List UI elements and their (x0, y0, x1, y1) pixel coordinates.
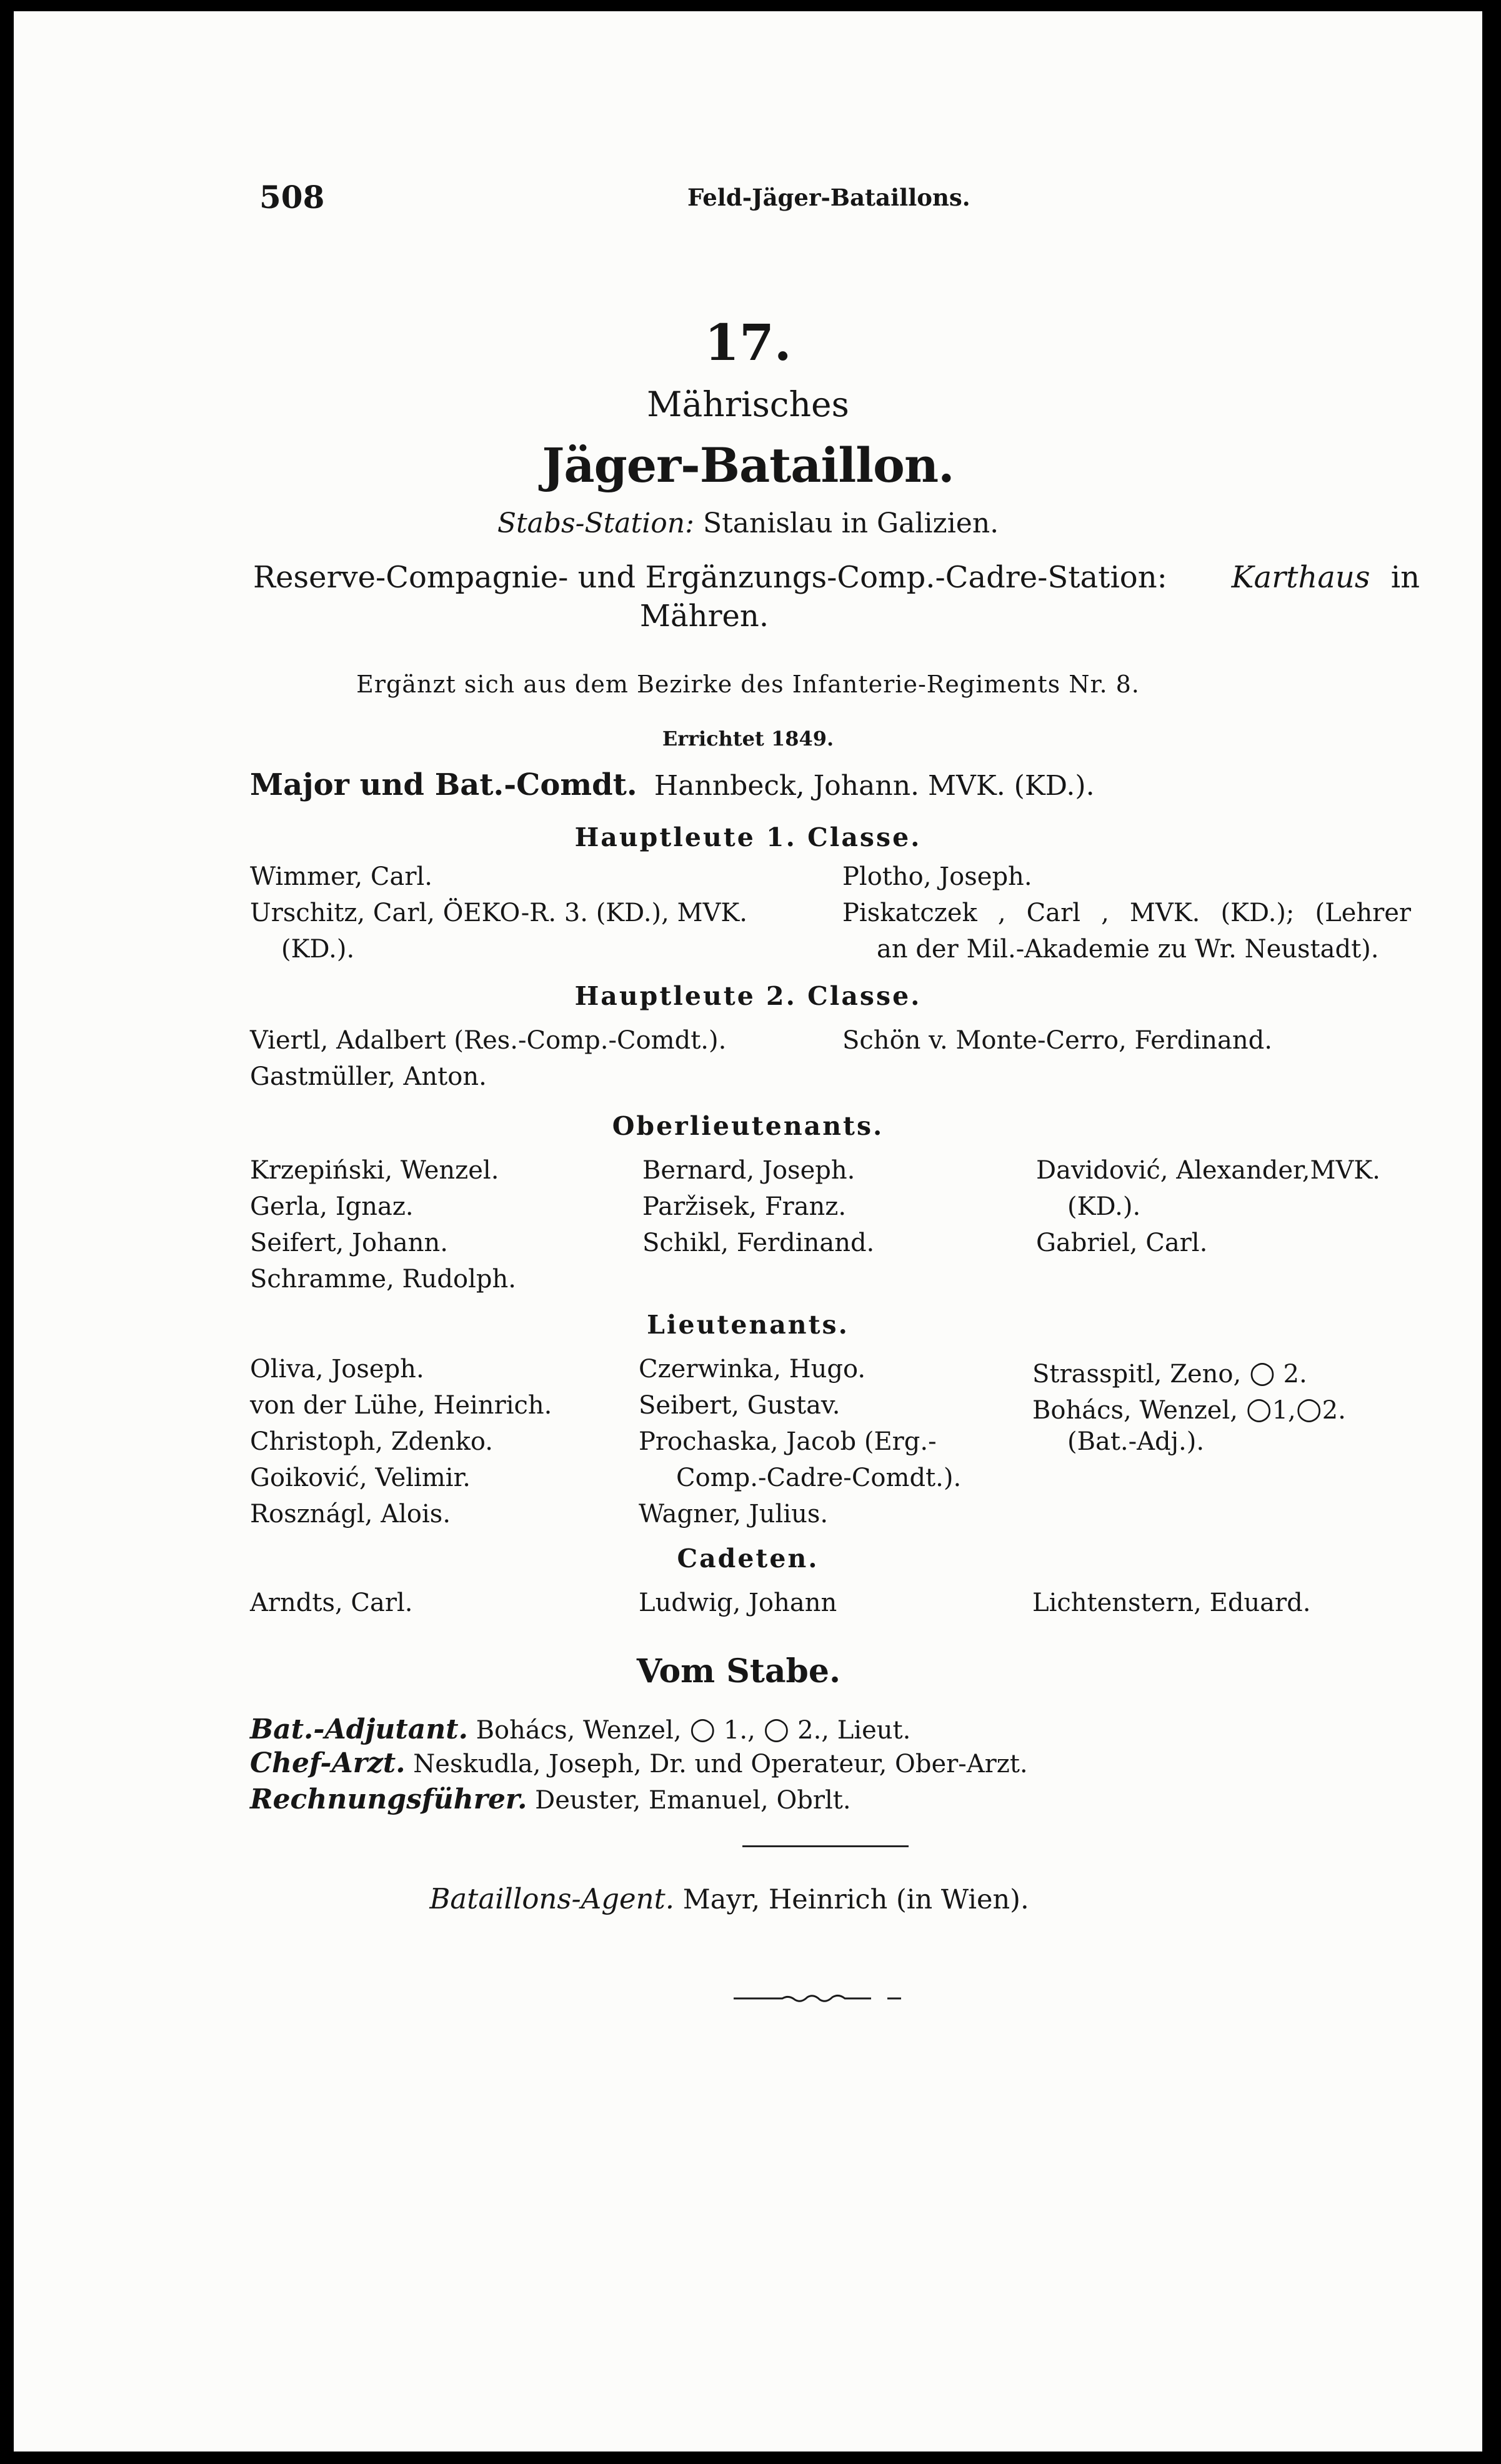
lieutenant-col2-2: Seibert, Gustav. (639, 1391, 840, 1420)
stabs-station-value: Stanislau in Galizien. (702, 507, 999, 539)
stab-rechnung-text: Deuster, Emanuel, Obrlt. (535, 1786, 851, 1815)
lieutenant-col2-3: Prochaska, Jacob (Erg.- (639, 1427, 937, 1456)
agent-text: Mayr, Heinrich (in Wien). (682, 1884, 1029, 1915)
cadeten-heading: Cadeten. (677, 1544, 819, 1574)
errichtet-line: Errichtet 1849. (662, 727, 834, 751)
oberlieutenant-col3-3: Gabriel, Carl. (1036, 1229, 1208, 1257)
oberlieutenant-col1-4: Schramme, Rudolph. (250, 1265, 516, 1294)
lieutenant-col1-4: Goiković, Velimir. (250, 1464, 471, 1492)
reserve-station-text: Reserve-Compagnie- und Ergänzungs-Comp.-Cadre-Station: (253, 560, 1167, 595)
reserve-station-line (253, 560, 1420, 595)
stabs-station-line (14, 507, 1482, 539)
major-line (250, 767, 1095, 802)
hauptleute1-left-2: Urschitz, Carl, ÖEKO-R. 3. (KD.), MVK. (250, 899, 748, 927)
lieutenants-heading: Lieutenants. (647, 1310, 849, 1340)
stab-arzt-text: Neskudla, Joseph, Dr. und Operateur, Ober-Arzt. (413, 1750, 1028, 1778)
section-rule (742, 1845, 909, 1847)
battalion-subtitle: Mährisches (647, 384, 849, 424)
oberlieutenant-col3-1: Davidović, Alexander,MVK. (1036, 1156, 1380, 1185)
hauptleute1-right-1: Plotho, Joseph. (842, 862, 1032, 891)
major-name: Hannbeck, Johann. MVK. (KD.). (654, 770, 1095, 802)
lieutenant-col1-5: Rosznágl, Alois. (250, 1500, 451, 1529)
running-title: Feld-Jäger-Bataillons. (687, 184, 970, 211)
closing-flourish (732, 1991, 907, 2006)
cadet-col1: Arndts, Carl. (250, 1589, 413, 1617)
stab-adjutant-name: Bohács, Wenzel, (476, 1716, 682, 1745)
lieutenant-col1-1: Oliva, Joseph. (250, 1355, 424, 1384)
agent-label: Bataillons-Agent. (429, 1882, 675, 1915)
stab-arzt-label: Chef-Arzt. (250, 1747, 406, 1779)
stab-adjutant-line (250, 1711, 910, 1746)
stab-adjutant-tail: 2., Lieut. (789, 1716, 911, 1745)
hauptleute1-left-1: Wimmer, Carl. (250, 862, 432, 891)
lieutenant-col3-2-name: Bohács, Wenzel, (1032, 1396, 1246, 1425)
stab-rechnung-label: Rechnungsführer. (250, 1783, 527, 1815)
order-circle-icon: ○ (1249, 1355, 1275, 1390)
hauptleute2-left-2: Gastmüller, Anton. (250, 1062, 487, 1091)
cadet-col3: Lichtenstern, Eduard. (1032, 1589, 1311, 1617)
oberlieutenant-col2-1: Bernard, Joseph. (642, 1156, 855, 1185)
order-circle-icon: ○ (689, 1711, 716, 1746)
order-circle-icon: ○ (1245, 1391, 1272, 1426)
reserve-station-in: in (1390, 560, 1420, 595)
stab-rechnung-line (250, 1783, 851, 1815)
lieutenant-col2-5: Wagner, Julius. (639, 1500, 829, 1529)
lieutenant-col3-1-tail: 2. (1275, 1360, 1307, 1389)
hauptleute2-left-1: Viertl, Adalbert (Res.-Comp.-Comdt.). (250, 1026, 727, 1055)
battalion-number: 17. (704, 313, 792, 372)
hauptleute1-right-2: Piskatczek , Carl , MVK. (KD.); (Lehrer (842, 899, 1411, 927)
oberlieutenant-col2-3: Schikl, Ferdinand. (642, 1229, 875, 1257)
battalion-title: Jäger-Bataillon. (542, 437, 954, 493)
lieutenant-col2-1: Czerwinka, Hugo. (639, 1355, 866, 1384)
lieutenant-col1-2: von der Lühe, Heinrich. (250, 1391, 552, 1420)
stab-adjutant-mid: 1., (716, 1716, 755, 1745)
lieutenant-col3-3: (Bat.-Adj.). (1067, 1427, 1205, 1456)
hauptleute1-right-3: an der Mil.-Akademie zu Wr. Neustadt). (877, 935, 1379, 964)
hauptleute1-left-3: (KD.). (281, 935, 355, 964)
stab-adjutant-label: Bat.-Adjutant. (250, 1713, 468, 1745)
oberlieutenant-col3-2: (KD.). (1067, 1192, 1141, 1221)
hauptleute2-right-1: Schön v. Monte-Cerro, Ferdinand. (842, 1026, 1272, 1055)
ergaenzt-line: Ergänzt sich aus dem Bezirke des Infanterie-Regiments Nr. 8. (356, 671, 1140, 698)
lieutenant-col3-2-tail: 2. (1322, 1396, 1346, 1425)
reserve-station-line2: Mähren. (639, 599, 769, 634)
lieutenant-col1-3: Christoph, Zdenko. (250, 1427, 493, 1456)
oberlieutenants-heading: Oberlieutenants. (612, 1111, 884, 1141)
order-circle-icon: ○ (763, 1711, 790, 1746)
lieutenant-col3-1-name: Strasspitl, Zeno, (1032, 1360, 1249, 1389)
order-circle-icon: ○ (1295, 1391, 1322, 1426)
lieutenant-col2-4: Comp.-Cadre-Comdt.). (676, 1464, 962, 1492)
cadet-col2: Ludwig, Johann (639, 1589, 837, 1617)
lieutenant-col3-1 (1032, 1355, 1307, 1390)
hauptleute1-heading: Hauptleute 1. Classe. (574, 822, 922, 852)
oberlieutenant-col1-2: Gerla, Ignaz. (250, 1192, 414, 1221)
agent-line (14, 1882, 1464, 1915)
lieutenant-col3-2 (1032, 1391, 1346, 1426)
oberlieutenant-col1-3: Seifert, Johann. (250, 1229, 448, 1257)
hauptleute2-heading: Hauptleute 2. Classe. (574, 981, 922, 1011)
lieutenant-col3-2-mid: 1, (1272, 1396, 1296, 1425)
page-number: 508 (259, 179, 325, 216)
oberlieutenant-col1-1: Krzepiński, Wenzel. (250, 1156, 499, 1185)
reserve-station-place: Karthaus (1231, 560, 1370, 595)
stab-heading: Vom Stabe. (636, 1652, 841, 1690)
document-page (14, 11, 1482, 2452)
stabs-station-label: Stabs-Station: (497, 507, 694, 539)
major-label: Major und Bat.-Comdt. (250, 767, 637, 802)
stab-arzt-line (250, 1747, 1028, 1779)
oberlieutenant-col2-2: Paržisek, Franz. (642, 1192, 847, 1221)
